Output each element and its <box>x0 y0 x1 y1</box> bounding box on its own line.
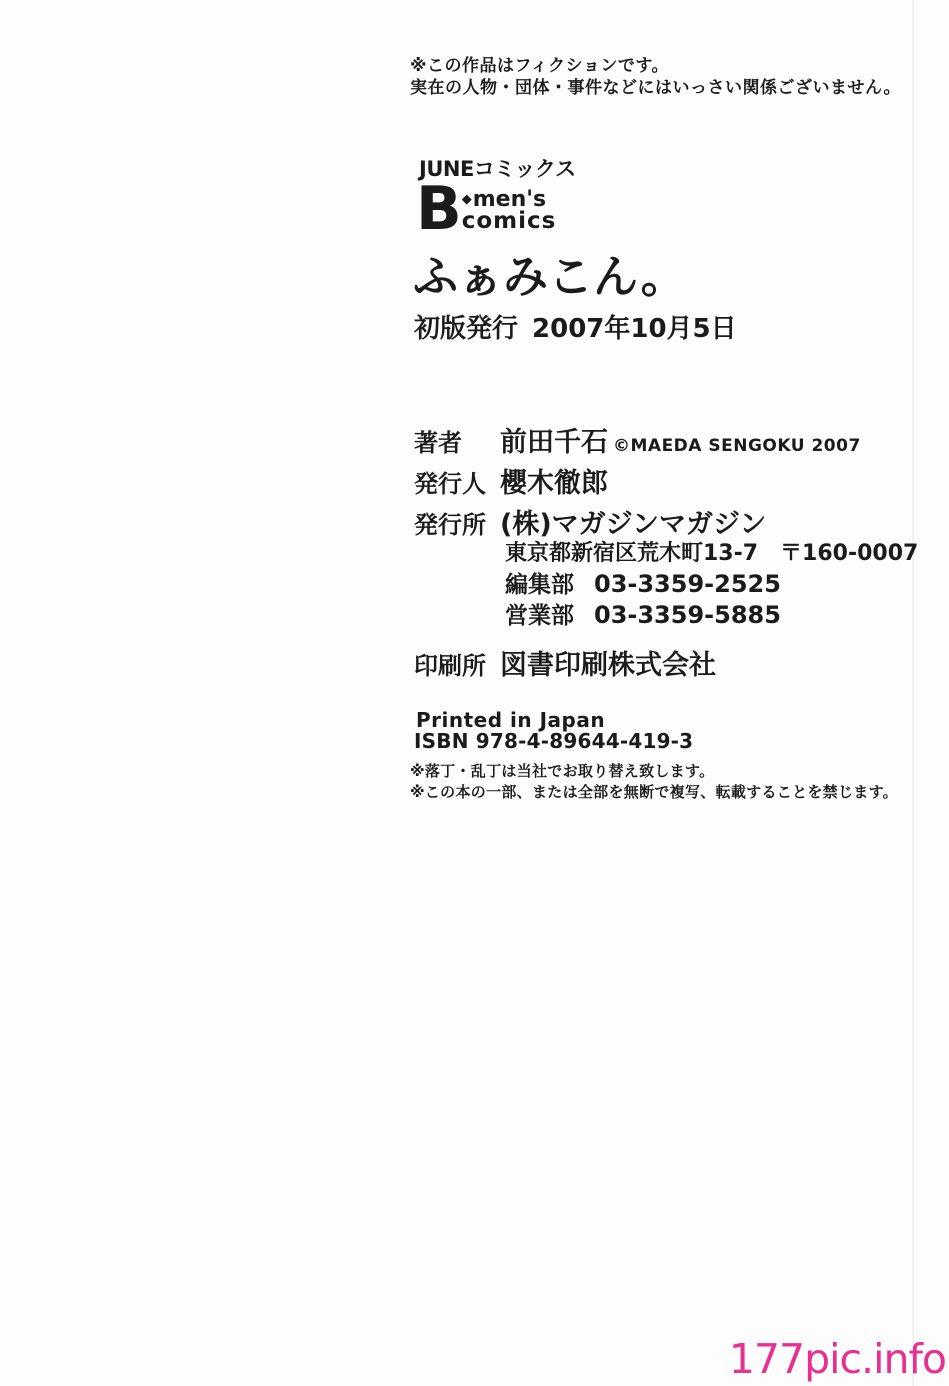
sales-dept-phone: 03-3359-5885 <box>594 601 781 629</box>
imprint-june-comics: JUNEコミックス <box>419 157 576 181</box>
author-row <box>414 420 861 459</box>
logo-comics-label: comics <box>461 208 557 234</box>
editorial-dept-phone: 03-3359-2525 <box>594 570 781 598</box>
publisher-address: 東京都新宿区荒木町13-7 〒160-0007 <box>505 541 919 566</box>
replacement-note: ※落丁・乱丁は当社でお取り替え致します。 <box>410 762 715 780</box>
copy-prohibition-note: ※この本の一部、または全部を無断で複写、転載することを禁じます。 <box>410 783 898 801</box>
sales-dept-label: 営業部 <box>505 603 574 629</box>
publisher-name: (株)マガジンマガジン <box>500 509 767 540</box>
diamond-icon: ◆ <box>461 192 472 207</box>
printed-in-japan: Printed in Japan <box>416 708 606 732</box>
edition-label: 初版発行 <box>414 314 519 344</box>
publisher-label: 発行所 <box>414 511 486 539</box>
sales-dept-row <box>505 597 781 630</box>
logo-letter-b: B <box>416 174 460 244</box>
logo-text-column <box>462 189 557 232</box>
printer-label: 印刷所 <box>414 652 486 680</box>
edition-line <box>414 308 737 345</box>
bmens-comics-logo <box>416 174 557 244</box>
disclaimer-line-2: 実在の人物・団体・事件などにはいっさい関係ございません。 <box>410 78 902 98</box>
printer-name: 図書印刷株式会社 <box>500 650 716 681</box>
logo-mens-label: men's <box>472 187 547 212</box>
isbn-number: ISBN 978-4-89644-419-3 <box>414 729 694 753</box>
scan-artifact-line <box>912 0 914 1386</box>
disclaimer-line-1: ※この作品はフィクションです。 <box>410 56 669 76</box>
issuer-label: 発行人 <box>414 470 486 498</box>
issuer-row <box>414 461 608 500</box>
author-label: 著者 <box>414 429 462 457</box>
edition-date: 2007年10月5日 <box>532 314 737 344</box>
author-name: 前田千石 <box>500 427 608 458</box>
book-title: ふぁみこん。 <box>413 250 686 303</box>
watermark: 177pic.info <box>728 1335 946 1383</box>
editorial-dept-row <box>505 566 781 599</box>
fiction-disclaimer <box>410 55 901 99</box>
logo-mens-line <box>462 189 557 210</box>
editorial-dept-label: 編集部 <box>505 572 574 598</box>
issuer-name: 櫻木徹郎 <box>500 468 608 499</box>
copyright-notice: ©MAEDA SENGOKU 2007 <box>613 436 861 456</box>
printer-row <box>414 643 716 682</box>
